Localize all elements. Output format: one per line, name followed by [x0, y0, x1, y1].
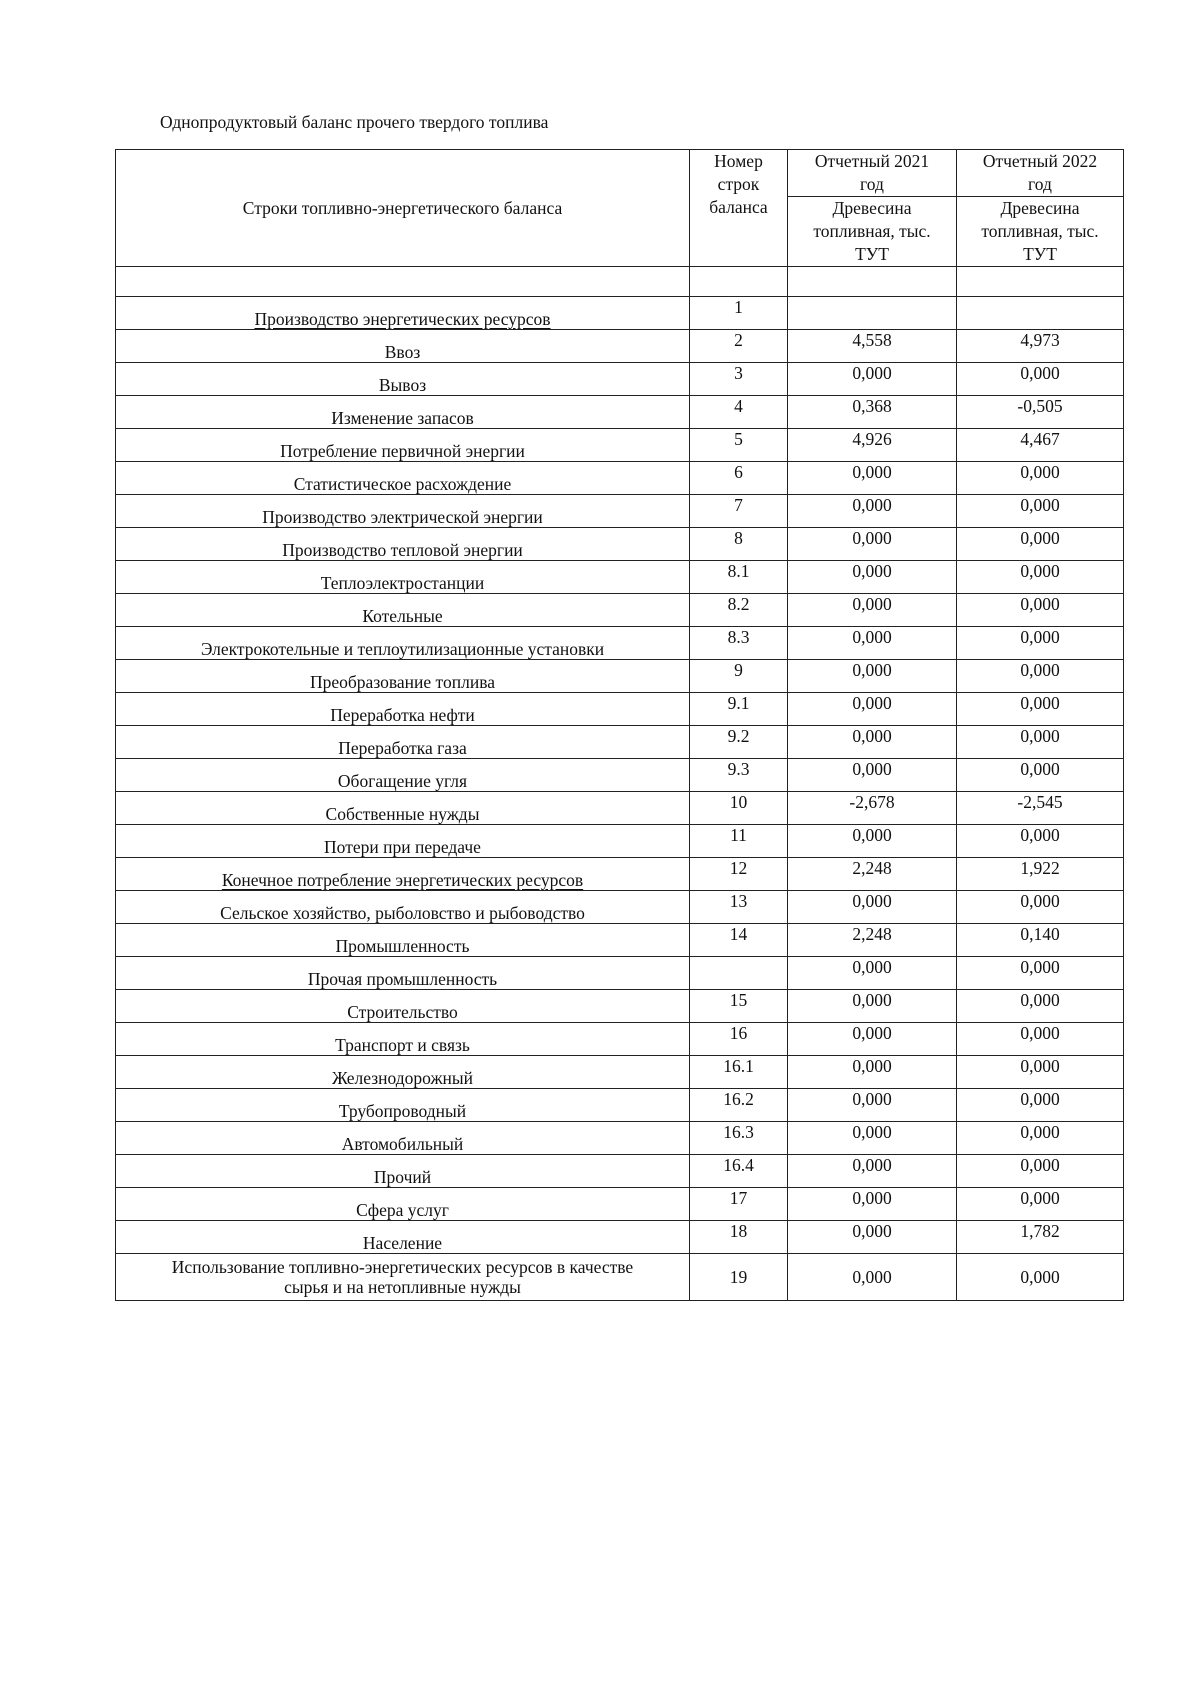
- table-row: [116, 462, 1124, 495]
- row-number: 13: [690, 891, 788, 924]
- value-2021: 0,000: [788, 891, 957, 924]
- value-2022: 0,000: [957, 495, 1124, 528]
- value-2021: 0,000: [788, 528, 957, 561]
- row-number: 16.1: [690, 1056, 788, 1089]
- header-num-line: строк: [717, 174, 760, 194]
- value-2022: 0,000: [957, 759, 1124, 792]
- header-unit-line: топливная, тыс.: [981, 221, 1099, 241]
- value-2021: 0,000: [788, 990, 957, 1023]
- value-2022: 0,000: [957, 594, 1124, 627]
- row-name: Прочая промышленность: [116, 957, 690, 990]
- value-2021: 0,000: [788, 1254, 957, 1301]
- row-name-line: сырья и на нетопливные нужды: [284, 1277, 521, 1297]
- value-2021: -2,678: [788, 792, 957, 825]
- value-2022: 0,000: [957, 1056, 1124, 1089]
- table-row: [116, 1122, 1124, 1155]
- table-row: [116, 726, 1124, 759]
- row-number: 3: [690, 363, 788, 396]
- row-number: 16: [690, 1023, 788, 1056]
- value-2022: 1,782: [957, 1221, 1124, 1254]
- value-2021: 0,000: [788, 1056, 957, 1089]
- value-2021: 0,000: [788, 957, 957, 990]
- value-2022: 0,000: [957, 627, 1124, 660]
- header-year-line: Отчетный 2022: [982, 151, 1098, 171]
- row-name: [116, 1254, 690, 1301]
- row-number: 16.3: [690, 1122, 788, 1155]
- row-name: Производство электрической энергии: [116, 495, 690, 528]
- header-year-2021: [788, 150, 957, 197]
- value-2022: -2,545: [957, 792, 1124, 825]
- row-name: Теплоэлектростанции: [116, 561, 690, 594]
- value-2022: 0,000: [957, 957, 1124, 990]
- row-number: 4: [690, 396, 788, 429]
- spacer-cell: [788, 267, 957, 297]
- value-2021: 2,248: [788, 858, 957, 891]
- table-row: [116, 792, 1124, 825]
- value-2021: 0,000: [788, 561, 957, 594]
- header-year-line: Отчетный 2021: [814, 151, 930, 171]
- header-unit-2021: [788, 197, 957, 267]
- header-year-line: год: [1028, 174, 1052, 194]
- table-row: [116, 1056, 1124, 1089]
- table-row: [116, 1155, 1124, 1188]
- table-row: [116, 495, 1124, 528]
- row-number: 1: [690, 297, 788, 330]
- header-unit-line: ТУТ: [1023, 244, 1057, 264]
- row-number: 5: [690, 429, 788, 462]
- row-number: 6: [690, 462, 788, 495]
- row-name: Преобразование топлива: [116, 660, 690, 693]
- row-name: Прочий: [116, 1155, 690, 1188]
- value-2022: 0,000: [957, 1254, 1124, 1301]
- header-unit-line: Древесина: [832, 198, 912, 218]
- row-name: Изменение запасов: [116, 396, 690, 429]
- spacer-row: [116, 267, 1124, 297]
- table-row: [116, 1254, 1124, 1301]
- row-name: Вывоз: [116, 363, 690, 396]
- row-number: 8: [690, 528, 788, 561]
- value-2021: 0,000: [788, 462, 957, 495]
- row-name: Собственные нужды: [116, 792, 690, 825]
- header-row-top: [116, 150, 1124, 197]
- value-2021: 0,000: [788, 627, 957, 660]
- row-name: Котельные: [116, 594, 690, 627]
- spacer-cell: [957, 267, 1124, 297]
- table-row: [116, 825, 1124, 858]
- value-2021: 0,000: [788, 693, 957, 726]
- table-row: [116, 1221, 1124, 1254]
- value-2022: 0,000: [957, 660, 1124, 693]
- row-number: 14: [690, 924, 788, 957]
- table-row: [116, 594, 1124, 627]
- value-2021: 0,000: [788, 825, 957, 858]
- balance-table: [115, 149, 1124, 1301]
- value-2022: 0,000: [957, 1089, 1124, 1122]
- row-name-line: Использование топливно-энергетических ресурсов в качестве: [171, 1257, 634, 1277]
- row-number: 18: [690, 1221, 788, 1254]
- row-name: Переработка нефти: [116, 693, 690, 726]
- value-2022: 0,000: [957, 1155, 1124, 1188]
- row-name: Производство энергетических ресурсов: [116, 297, 690, 330]
- table-row: [116, 429, 1124, 462]
- value-2021: 0,000: [788, 726, 957, 759]
- row-name: Железнодорожный: [116, 1056, 690, 1089]
- row-number: 15: [690, 990, 788, 1023]
- value-2021: 4,926: [788, 429, 957, 462]
- row-name: Транспорт и связь: [116, 1023, 690, 1056]
- row-name: Сельское хозяйство, рыболовство и рыбоводство: [116, 891, 690, 924]
- value-2021: 0,000: [788, 1089, 957, 1122]
- value-2021: 4,558: [788, 330, 957, 363]
- header-num-line: баланса: [709, 197, 768, 217]
- row-number: 12: [690, 858, 788, 891]
- table-row: [116, 330, 1124, 363]
- spacer-cell: [116, 267, 690, 297]
- row-number: 19: [690, 1254, 788, 1301]
- table-row: [116, 1023, 1124, 1056]
- table-row: [116, 759, 1124, 792]
- header-year-2022: [957, 150, 1124, 197]
- value-2021: 0,000: [788, 1122, 957, 1155]
- value-2022: [957, 297, 1124, 330]
- row-number: 16.4: [690, 1155, 788, 1188]
- value-2022: 0,000: [957, 891, 1124, 924]
- value-2021: 0,000: [788, 660, 957, 693]
- value-2021: 0,000: [788, 495, 957, 528]
- row-name: Промышленность: [116, 924, 690, 957]
- row-name: Потребление первичной энергии: [116, 429, 690, 462]
- row-name: Трубопроводный: [116, 1089, 690, 1122]
- table-row: [116, 957, 1124, 990]
- value-2022: 4,467: [957, 429, 1124, 462]
- value-2022: 0,000: [957, 462, 1124, 495]
- row-number: 17: [690, 1188, 788, 1221]
- header-year-line: год: [860, 174, 884, 194]
- row-name: Строительство: [116, 990, 690, 1023]
- row-name: Потери при передаче: [116, 825, 690, 858]
- spacer-cell: [690, 267, 788, 297]
- value-2022: 0,000: [957, 990, 1124, 1023]
- table-row: [116, 627, 1124, 660]
- table-row: [116, 924, 1124, 957]
- row-name: Конечное потребление энергетических ресурсов: [116, 858, 690, 891]
- document-title: Однопродуктовый баланс прочего твердого топлива: [160, 112, 549, 132]
- row-number: 11: [690, 825, 788, 858]
- value-2021: 0,000: [788, 1023, 957, 1056]
- value-2021: 0,000: [788, 759, 957, 792]
- value-2022: 0,000: [957, 561, 1124, 594]
- table-row: [116, 1188, 1124, 1221]
- row-number: 9.1: [690, 693, 788, 726]
- value-2022: 0,000: [957, 1188, 1124, 1221]
- value-2021: 0,000: [788, 1221, 957, 1254]
- row-number: 9.2: [690, 726, 788, 759]
- value-2022: 1,922: [957, 858, 1124, 891]
- row-number: [690, 957, 788, 990]
- row-name: Электрокотельные и теплоутилизационные установки: [116, 627, 690, 660]
- header-num-line: Номер: [714, 151, 763, 171]
- header-unit-line: топливная, тыс.: [813, 221, 931, 241]
- table-row: [116, 561, 1124, 594]
- row-name: Производство тепловой энергии: [116, 528, 690, 561]
- value-2022: 0,000: [957, 726, 1124, 759]
- value-2022: 0,000: [957, 693, 1124, 726]
- value-2021: 0,000: [788, 363, 957, 396]
- row-number: 9.3: [690, 759, 788, 792]
- value-2022: 0,140: [957, 924, 1124, 957]
- table-row: [116, 990, 1124, 1023]
- table-row: [116, 858, 1124, 891]
- header-unit-2022: [957, 197, 1124, 267]
- value-2022: 0,000: [957, 1122, 1124, 1155]
- row-name: Население: [116, 1221, 690, 1254]
- value-2022: 0,000: [957, 825, 1124, 858]
- row-name: Обогащение угля: [116, 759, 690, 792]
- table-row: [116, 891, 1124, 924]
- value-2021: 0,368: [788, 396, 957, 429]
- table-row: [116, 528, 1124, 561]
- value-2022: 0,000: [957, 1023, 1124, 1056]
- row-name: Автомобильный: [116, 1122, 690, 1155]
- header-unit-line: ТУТ: [855, 244, 889, 264]
- table-row: [116, 396, 1124, 429]
- row-number: 16.2: [690, 1089, 788, 1122]
- row-number: 8.1: [690, 561, 788, 594]
- row-number: 10: [690, 792, 788, 825]
- value-2021: 2,248: [788, 924, 957, 957]
- value-2021: 0,000: [788, 1155, 957, 1188]
- row-name: Переработка газа: [116, 726, 690, 759]
- row-number: 2: [690, 330, 788, 363]
- row-number: 8.2: [690, 594, 788, 627]
- row-name: Сфера услуг: [116, 1188, 690, 1221]
- value-2022: -0,505: [957, 396, 1124, 429]
- row-number: 8.3: [690, 627, 788, 660]
- table-row: [116, 1089, 1124, 1122]
- value-2022: 0,000: [957, 528, 1124, 561]
- row-name: Ввоз: [116, 330, 690, 363]
- row-number: 9: [690, 660, 788, 693]
- table-row: [116, 297, 1124, 330]
- value-2021: [788, 297, 957, 330]
- header-row-label: Строки топливно-энергетического баланса: [116, 150, 690, 267]
- table-row: [116, 693, 1124, 726]
- header-unit-line: Древесина: [1000, 198, 1080, 218]
- header-row-number: [690, 150, 788, 267]
- row-name: Статистическое расхождение: [116, 462, 690, 495]
- table-row: [116, 363, 1124, 396]
- table-row: [116, 660, 1124, 693]
- value-2022: 0,000: [957, 363, 1124, 396]
- value-2021: 0,000: [788, 1188, 957, 1221]
- value-2022: 4,973: [957, 330, 1124, 363]
- value-2021: 0,000: [788, 594, 957, 627]
- row-number: 7: [690, 495, 788, 528]
